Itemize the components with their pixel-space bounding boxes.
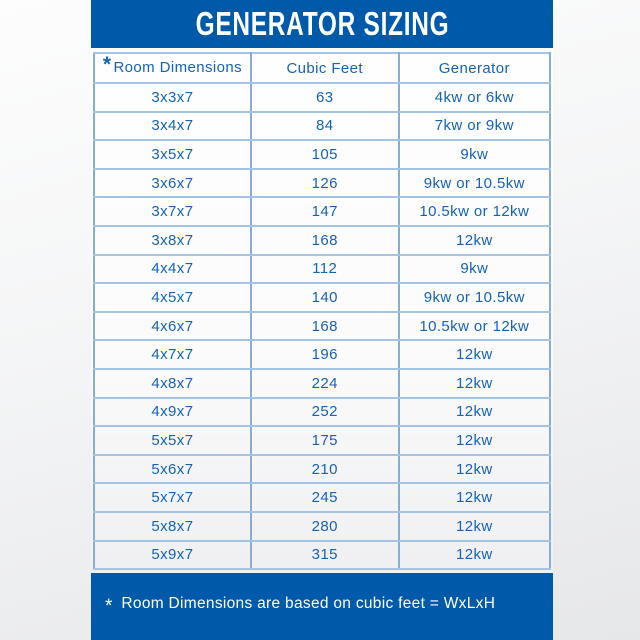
- cubic-feet-cell: 147: [251, 197, 399, 226]
- table-body: [94, 83, 550, 569]
- sizing-table-container: [91, 48, 553, 570]
- cubic-feet-cell: 196: [251, 340, 399, 369]
- table-row: [94, 283, 550, 312]
- table-row: [94, 340, 550, 369]
- room-dimensions-cell: 3x7x7: [94, 197, 251, 226]
- generator-cell: 12kw: [399, 398, 550, 427]
- column-header-label: Cubic Feet: [286, 59, 363, 77]
- table-header-row: [94, 53, 550, 83]
- room-dimensions-cell: 3x4x7: [94, 112, 251, 141]
- generator-cell: 12kw: [399, 512, 550, 541]
- generator-cell: 9kw or 10.5kw: [399, 283, 550, 312]
- cubic-feet-cell: 280: [251, 512, 399, 541]
- generator-cell: 12kw: [399, 426, 550, 455]
- generator-cell: 12kw: [399, 483, 550, 512]
- generator-cell: 7kw or 9kw: [399, 112, 550, 141]
- room-dimensions-cell: 5x7x7: [94, 483, 251, 512]
- generator-cell: 12kw: [399, 455, 550, 484]
- room-dimensions-cell: 5x8x7: [94, 512, 251, 541]
- cubic-feet-cell: 105: [251, 140, 399, 169]
- cubic-feet-cell: 168: [251, 226, 399, 255]
- cubic-feet-cell: 126: [251, 169, 399, 198]
- table-row: [94, 512, 550, 541]
- cubic-feet-cell: 175: [251, 426, 399, 455]
- generator-cell: 12kw: [399, 541, 550, 570]
- room-dimensions-cell: 3x5x7: [94, 140, 251, 169]
- footnote-text: Room Dimensions are based on cubic feet = WxLxH: [121, 594, 496, 612]
- table-row: [94, 226, 550, 255]
- page-title: GENERATOR SIZING: [195, 5, 449, 42]
- table-row: [94, 398, 550, 427]
- cubic-feet-cell: 315: [251, 541, 399, 570]
- room-dimensions-cell: 5x9x7: [94, 541, 251, 570]
- column-header-generator: [399, 53, 550, 83]
- footnote-bar: [91, 573, 553, 640]
- cubic-feet-cell: 84: [251, 112, 399, 141]
- table-row: [94, 483, 550, 512]
- generator-cell: 12kw: [399, 340, 550, 369]
- cubic-feet-cell: 210: [251, 455, 399, 484]
- room-dimensions-cell: 3x6x7: [94, 169, 251, 198]
- table-row: [94, 312, 550, 341]
- generator-cell: 10.5kw or 12kw: [399, 197, 550, 226]
- room-dimensions-cell: 3x8x7: [94, 226, 251, 255]
- room-dimensions-cell: 5x5x7: [94, 426, 251, 455]
- generator-cell: 10.5kw or 12kw: [399, 312, 550, 341]
- title-bar: [91, 0, 553, 48]
- cubic-feet-cell: 245: [251, 483, 399, 512]
- generator-cell: 12kw: [399, 226, 550, 255]
- table-row: [94, 83, 550, 112]
- asterisk-marker: *: [105, 595, 113, 617]
- room-dimensions-cell: 4x9x7: [94, 398, 251, 427]
- room-dimensions-cell: 4x8x7: [94, 369, 251, 398]
- table-row: [94, 426, 550, 455]
- generator-cell: 12kw: [399, 369, 550, 398]
- generator-cell: 4kw or 6kw: [399, 83, 550, 112]
- table-row: [94, 455, 550, 484]
- column-header-cubic-feet: [251, 53, 399, 83]
- table-row: [94, 197, 550, 226]
- generator-cell: 9kw or 10.5kw: [399, 169, 550, 198]
- room-dimensions-cell: 4x6x7: [94, 312, 251, 341]
- generator-cell: 9kw: [399, 140, 550, 169]
- asterisk-marker: *: [102, 53, 112, 76]
- generator-cell: 9kw: [399, 255, 550, 284]
- table-row: [94, 255, 550, 284]
- column-header-label: Room Dimensions: [113, 59, 242, 76]
- cubic-feet-cell: 63: [251, 83, 399, 112]
- room-dimensions-cell: 4x4x7: [94, 255, 251, 284]
- room-dimensions-cell: 4x5x7: [94, 283, 251, 312]
- sizing-table: [93, 52, 551, 570]
- table-row: [94, 140, 550, 169]
- table-row: [94, 541, 550, 570]
- cubic-feet-cell: 140: [251, 283, 399, 312]
- cubic-feet-cell: 112: [251, 255, 399, 284]
- room-dimensions-cell: 3x3x7: [94, 83, 251, 112]
- column-header-label: Generator: [438, 59, 510, 77]
- room-dimensions-cell: 4x7x7: [94, 340, 251, 369]
- table-row: [94, 369, 550, 398]
- table-row: [94, 169, 550, 198]
- generator-sizing-card: [91, 0, 553, 640]
- cubic-feet-cell: 252: [251, 398, 399, 427]
- room-dimensions-cell: 5x6x7: [94, 455, 251, 484]
- column-header-room-dimensions: [94, 53, 251, 83]
- table-row: [94, 112, 550, 141]
- cubic-feet-cell: 224: [251, 369, 399, 398]
- cubic-feet-cell: 168: [251, 312, 399, 341]
